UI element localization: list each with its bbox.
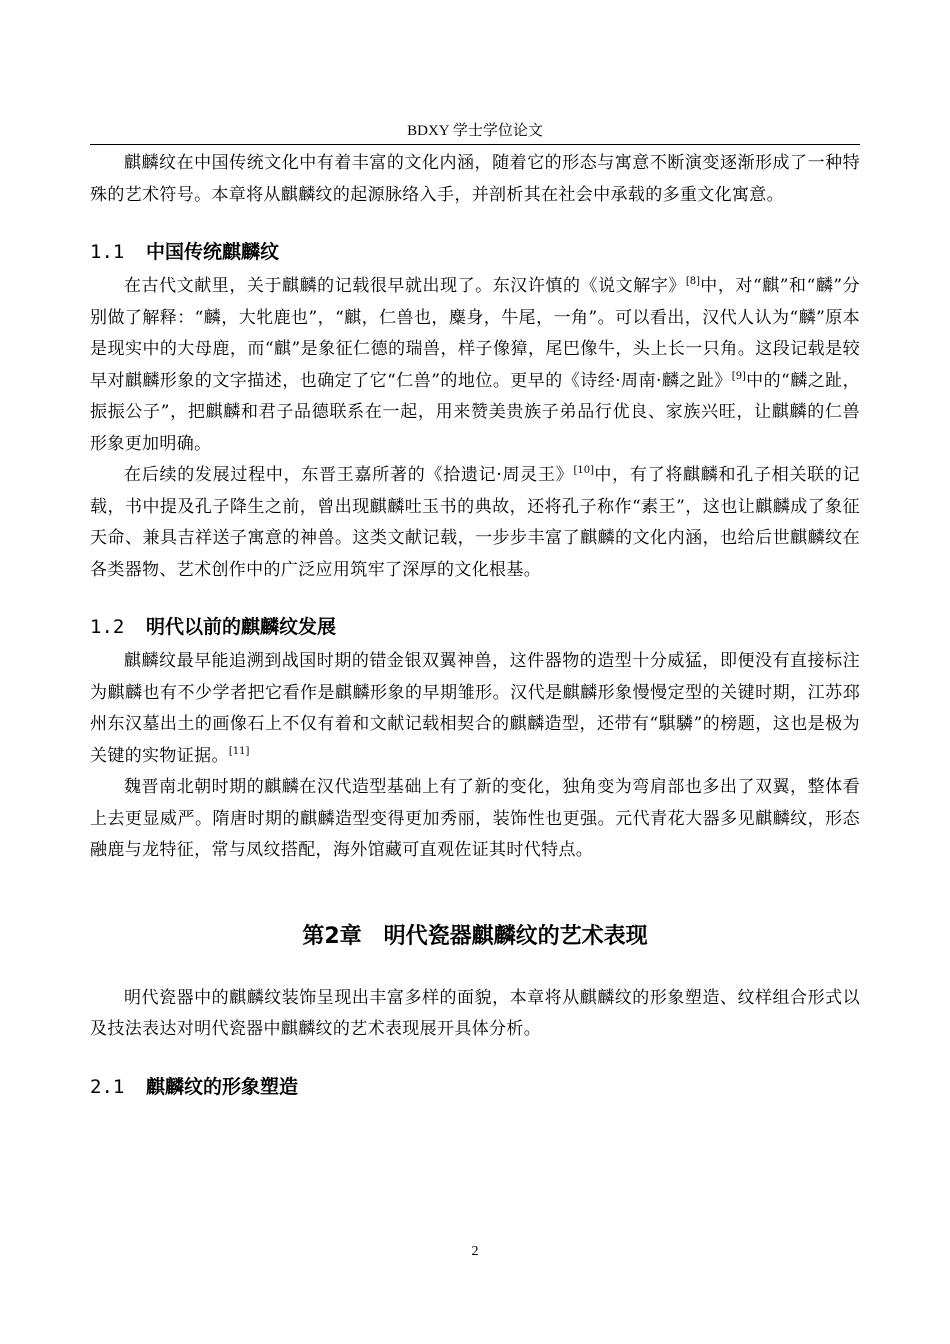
section-title: 麒麟纹的形象塑造 (146, 1075, 299, 1098)
paragraph (90, 646, 860, 772)
page-number: 2 (471, 1244, 479, 1259)
section-number: 2.1 (90, 1075, 125, 1098)
citation-ref: [8] (685, 276, 701, 287)
paragraph-text: 在后续的发展过程中，东晋王嘉所著的《拾遗记·周灵王》 (124, 465, 574, 485)
section-heading-1-2 (90, 612, 860, 642)
section-title: 明代以前的麒麟纹发展 (146, 616, 337, 638)
section-number: 1.1 (90, 241, 125, 263)
paragraph: 魏晋南北朝时期的麒麟在汉代造型基础上有了新的变化，独角变为弯肩部也多出了双翼，整体看上去更显威严。隋唐时期的麒麟造型变得更加秀丽，装饰性也更强。元代青花大器多见麒麟纹，形态融鹿与龙特征，常与凤纹搭配，海外馆藏可直观佐证其时代特点。 (90, 777, 860, 860)
chapter-heading: 第2章 明代瓷器麒麟纹的艺术表现 (302, 923, 648, 949)
section-heading-1-1 (90, 237, 860, 267)
chapter-intro-paragraph: 明代瓷器中的麒麟纹装饰呈现出丰富多样的面貌，本章将从麒麟纹的形象塑造、纹样组合形式以及技法表达对明代瓷器中麒麟纹的艺术表现展开具体分析。 (90, 987, 860, 1039)
paragraph-text: 中，有了将麒麟和孔子相关联的记载，书中提及孔子降生之前，曾出现麒麟吐玉书的典故，还将孔子称作“素王”，这也让麒麟成了象征天命、兼具吉祥送子寓意的神兽。这类文献记载，一步步丰富了麒麟的文化内涵，也给后世麒麟纹在各类器物、艺术创作中的广泛应用筑牢了深厚的文化根基。 (90, 465, 860, 580)
section-number: 1.2 (90, 616, 125, 638)
paragraph (90, 271, 860, 460)
paragraph (90, 460, 860, 586)
section-heading-2-1 (90, 1072, 860, 1102)
paragraph-text: 中，对“麒”和“麟”分别做了解释：“麟，大牝鹿也”，“麒，仁兽也，麋身，牛尾，一角”。可以看出，汉代人认为“麟”原本是现实中的大母鹿，而“麒”是象征仁德的瑞兽，样子像獐，尾巴像牛，头上长一只角。这段记载是较早对麒麟形象的文字描述，也确定了它“仁兽”的地位。更早的《诗经·周南·麟之趾》 (90, 276, 860, 391)
paragraph-text: 中的“麟之趾，振振公子”，把麒麟和君子品德联系在一起，用来赞美贵族子弟品行优良、家族兴旺，让麒麟的仁兽形象更加明确。 (90, 370, 860, 454)
chapter-intro-paragraph: 麒麟纹在中国传统文化中有着丰富的文化内涵，随着它的形态与寓意不断演变逐渐形成了一种特殊的艺术符号。本章将从麒麟纹的起源脉络入手，并剖析其在社会中承载的多重文化寓意。 (90, 153, 860, 205)
header-rule (90, 144, 860, 145)
running-header: BDXY 学士学位论文 (407, 123, 543, 139)
paragraph-text: 在古代文献里，关于麒麟的记载很早就出现了。东汉许慎的《说文解字》 (124, 276, 686, 296)
citation-ref: [11] (228, 745, 250, 757)
citation-ref: [9] (731, 370, 746, 382)
paragraph-text: 麒麟纹最早能追溯到战国时期的错金银双翼神兽，这件器物的造型十分威猛，即便没有直接标注为麒麟也有不少学者把它看作是麒麟形象的早期雏形。汉代是麒麟形象慢慢定型的关键时期，江苏邳州东汉墓出土的画像石上不仅有着和文献记载相契合的麒麟造型，还带有“騏驎”的榜题，这也是极为关键的实物证据。 (90, 651, 860, 766)
citation-ref: [10] (573, 465, 594, 476)
section-title: 中国传统麒麟纹 (146, 241, 280, 263)
body-text (90, 148, 860, 1102)
